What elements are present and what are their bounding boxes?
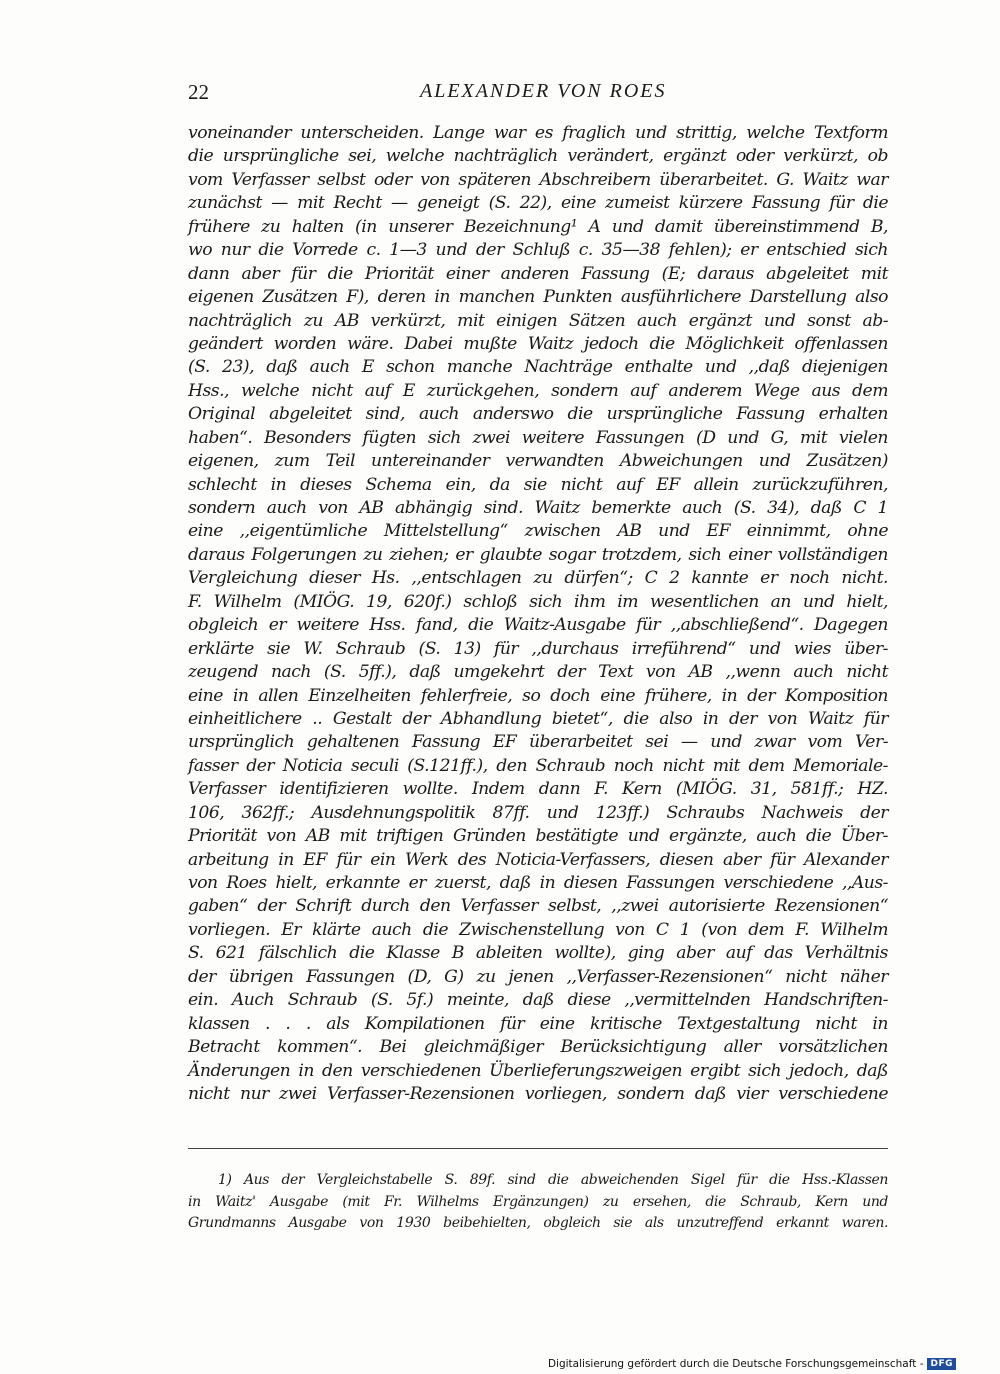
body-line: Verfasser identifizieren wollte. Indem dann F. Kern (MIÖG. 31, 581ff.; HZ. [188,779,888,800]
page-number: 22 [188,80,209,104]
body-line: die ursprüngliche sei, welche nachträglich verändert, ergänzt oder verkürzt, ob [188,146,888,167]
body-line: einheitlichere .. Gestalt der Abhandlung bietet“, die also in der von Waitz für [188,708,888,729]
dfg-logo: DFG [927,1358,956,1370]
body-line: zeugend nach (S. 5ff.), daß umgekehrt der Text von AB ,,wenn auch nicht [188,662,888,683]
body-line: nicht nur zwei Verfasser-Rezensionen vorliegen, sondern daß vier verschiedene [188,1083,888,1104]
body-line: dann aber für die Priorität einer anderen Fassung (E; daraus abgeleitet mit [188,263,888,284]
body-line: klassen . . . als Kompilationen für eine kritische Textgestaltung nicht in [188,1013,888,1034]
body-line: obgleich er weitere Hss. fand, die Waitz-Ausgabe für ,,abschließend“. Dagegen [188,615,888,636]
footnote-line: Grundmanns Ausgabe von 1930 beibehielten, obgleich sie als unzutreffend erkannt waren. [188,1215,888,1231]
body-line: F. Wilhelm (MIÖG. 19, 620f.) schloß sich ihm im wesentlichen an und hielt, [188,591,888,612]
body-line: ein. Auch Schraub (S. 5f.) meinte, daß diese ,,vermittelnden Handschriften- [188,990,888,1011]
footer-credit [548,1358,956,1370]
body-line: Priorität von AB mit triftigen Gründen bestätigte und ergänzte, auch die Über- [188,826,888,847]
body-line: fasser der Noticia seculi (S.121ff.), den Schraub noch nicht mit dem Memoriale- [188,755,888,776]
body-line: Original abgeleitet sind, auch anderswo die ursprüngliche Fassung erhalten [188,404,888,425]
body-line: geändert worden wäre. Dabei mußte Waitz jedoch die Möglichkeit offenlassen [188,333,888,354]
body-line: erklärte sie W. Schraub (S. 13) für ,,durchaus irreführend“ und wies über- [188,638,888,659]
footnote-line: 1) Aus der Vergleichstabelle S. 89f. sind die abweichenden Sigel für die Hss.-Klassen [218,1172,888,1188]
body-line: zunächst — mit Recht — geneigt (S. 22), eine zumeist kürzere Fassung für die [188,193,888,214]
body-line: vom Verfasser selbst oder von späteren Abschreibern überarbeitet. G. Waitz war [188,169,888,190]
body-line: schlecht in dieses Schema ein, da sie nicht auf EF allein zurückzuführen, [188,474,888,495]
footer-credit-text: Digitalisierung gefördert durch die Deutsche Forschungsgemeinschaft - [547,1358,924,1370]
footnote [188,1170,888,1235]
running-title: ALEXANDER VON ROES [420,80,667,102]
body-line: daraus Folgerungen zu ziehen; er glaubte sogar trotzdem, sich einer vollständigen [188,544,888,565]
body-line: Vergleichung dieser Hs. ,,entschlagen zu dürfen“; C 2 kannte er noch nicht. [188,568,888,589]
body-line: 106, 362ff.; Ausdehnungspolitik 87ff. und 123ff.) Schraubs Nachweis der [188,802,888,823]
body-line: vorliegen. Er klärte auch die Zwischenstellung von C 1 (von dem F. Wilhelm [188,919,888,940]
body-line: eigenen, zum Teil untereinander verwandten Abweichungen und Zusätzen) [188,451,888,472]
body-line: ursprünglich gehaltenen Fassung EF überarbeitet sei — und zwar vom Ver- [188,732,888,753]
body-line: eigenen Zusätzen F), deren in manchen Punkten ausführlichere Darstellung also [188,287,888,308]
body-line: S. 621 fälschlich die Klasse B ableiten wollte), ging aber auf das Verhältnis [188,943,888,964]
body-line: gaben“ der Schrift durch den Verfasser selbst, ,,zwei autorisierte Rezensionen“ [188,896,888,917]
body-line: der übrigen Fassungen (D, G) zu jenen ,,Verfasser-Rezensionen“ nicht näher [188,966,888,987]
body-line: sondern auch von AB abhängig sind. Waitz bemerkte auch (S. 34), daß C 1 [188,498,888,518]
body-line: von Roes hielt, erkannte er zuerst, daß in diesen Fassungen verschiedene ,,Aus- [188,873,888,893]
body-line: voneinander unterscheiden. Lange war es fraglich und strittig, welche Textform [188,123,888,143]
body-line: nachträglich zu AB verkürzt, mit einigen Sätzen auch ergänzt und sonst ab- [188,310,888,331]
body-line: Betracht kommen“. Bei gleichmäßiger Berücksichtigung aller vorsätzlichen [188,1037,888,1058]
body-line: wo nur die Vorrede c. 1—3 und der Schluß c. 35—38 fehlen); er entschied sich [188,240,888,261]
body-line: Hss., welche nicht auf E zurückgehen, sondern auf anderem Wege aus dem [188,380,888,401]
body-line: Änderungen in den verschiedenen Überlieferungszweigen ergibt sich jedoch, daß [188,1060,888,1081]
body-line: eine in allen Einzelheiten fehlerfreie, so doch eine frühere, in der Komposition [188,685,888,706]
body-text [188,122,888,1106]
footnote-line: in Waitz' Ausgabe (mit Fr. Wilhelms Ergänzungen) zu ersehen, die Schraub, Kern und [188,1193,888,1210]
footnote-divider [188,1148,888,1149]
body-line: eine ,,eigentümliche Mittelstellung“ zwischen AB und EF einnimmt, ohne [188,521,888,542]
body-line: arbeitung in EF für ein Werk des Noticia-Verfassers, diesen aber für Alexander [188,849,888,870]
body-line: frühere zu halten (in unserer Bezeichnung¹ A und damit übereinstimmend B, [188,216,888,237]
body-line: (S. 23), daß auch E schon manche Nachträge enthalte und ,,daß diejenigen [188,357,888,378]
body-line: haben“. Besonders fügten sich zwei weitere Fassungen (D und G, mit vielen [188,427,888,448]
